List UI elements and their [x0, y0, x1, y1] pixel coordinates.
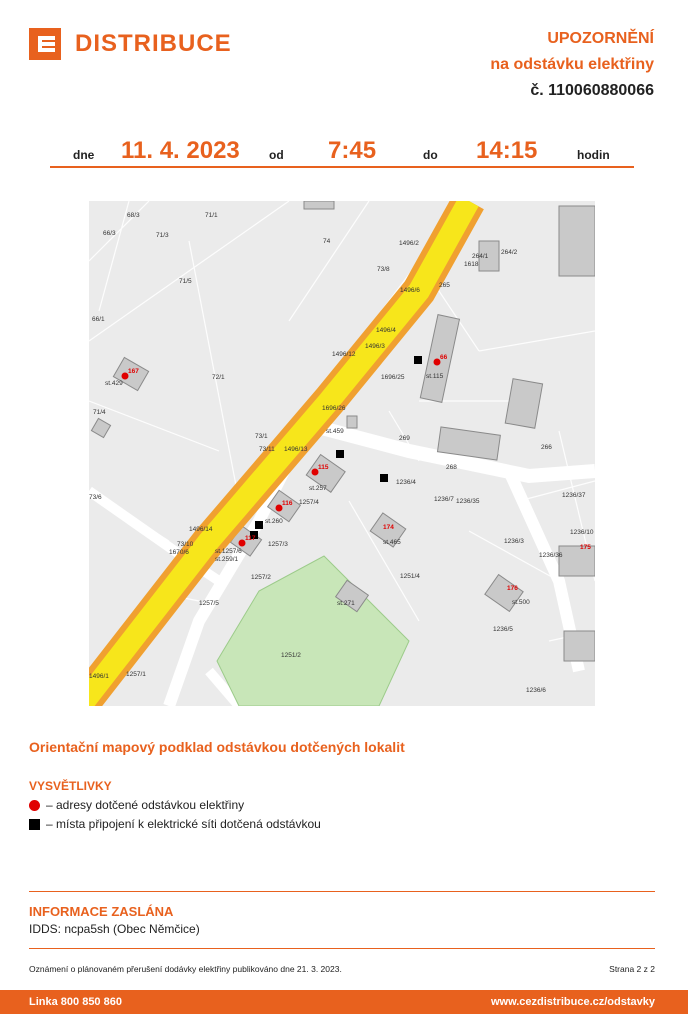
hotline[interactable]: Linka 800 850 860: [29, 996, 122, 1008]
outage-map[interactable]: [89, 201, 595, 706]
parcel-label: 1236/35: [456, 498, 480, 505]
cez-logo: [29, 28, 232, 60]
from-time: 7:45: [328, 137, 377, 164]
parcel-label: 73/1: [255, 433, 268, 440]
parcel-label: 269: [399, 435, 410, 442]
parcel-label: st.115: [426, 373, 444, 380]
parcel-label: 266: [541, 444, 552, 451]
address-marker-label: 115: [318, 464, 329, 471]
address-marker-label: 167: [128, 368, 139, 375]
hours-label: hodin: [577, 148, 610, 162]
parcel-label: st.500: [512, 599, 530, 606]
connection-point: [336, 450, 344, 458]
parcel-label: st.271: [337, 600, 355, 607]
parcel-label: 73/6: [89, 494, 102, 501]
red-dot-icon: [29, 800, 40, 811]
parcel-label: st.259/1: [215, 556, 239, 563]
legend-black: [29, 817, 321, 831]
parcel-label: 1251/2: [281, 652, 301, 659]
divider: [29, 891, 655, 892]
footer-bar: [0, 990, 688, 1014]
parcel-label: 74: [323, 238, 331, 245]
connection-point: [414, 356, 422, 364]
address-marker-label: 116: [282, 500, 293, 507]
parcel-label: 1496/6: [400, 287, 420, 294]
parcel-label: 1618: [464, 261, 479, 268]
parcel-label: 1257/3: [268, 541, 288, 548]
parcel-label: 71/3: [156, 232, 169, 239]
address-marker-label: 66: [440, 354, 448, 361]
notice-title: UPOZORNĚNÍ: [547, 30, 654, 47]
parcel-label: st.429: [105, 380, 123, 387]
outage-date: 11. 4. 2023: [121, 137, 240, 164]
parcel-label: 73/10: [177, 541, 194, 548]
parcel-label: 265: [439, 282, 450, 289]
parcel-label: 1496/14: [189, 526, 213, 533]
parcel-label: 1496/12: [332, 351, 356, 358]
parcel-label: st.257: [309, 485, 327, 492]
parcel-label: 1257/4: [299, 499, 319, 506]
parcel-label: 1257/5: [199, 600, 219, 607]
parcel-label: 264/1: [472, 253, 489, 260]
from-label: od: [269, 148, 284, 162]
day-label: dne: [73, 148, 95, 162]
notice-subtitle: na odstávku elektřiny: [490, 56, 654, 73]
parcel-label: 268: [446, 464, 457, 471]
parcel-label: 1496/13: [284, 446, 308, 453]
legend-black-text: – místa připojení k elektrické síti dotčená odstávkou: [46, 817, 321, 831]
info-title: INFORMACE ZASLÁNA: [29, 904, 174, 919]
black-square-icon: [29, 819, 40, 830]
parcel-label: 73/11: [259, 446, 275, 453]
parcel-label: 71/5: [179, 278, 192, 285]
parcel-label: st.465: [383, 539, 401, 546]
parcel-label: 66/1: [92, 316, 105, 323]
parcel-label: 1236/7: [434, 496, 454, 503]
parcel-label: st.459: [326, 428, 344, 435]
parcel-label: 1257/2: [251, 574, 271, 581]
legend-red: [29, 798, 244, 812]
parcel-label: 175: [580, 544, 591, 551]
parcel-label: st.260: [265, 518, 283, 525]
parcel-label: 1496/1: [89, 673, 109, 680]
parcel-label: 1236/4: [396, 479, 416, 486]
parcel-label: 1236/36: [539, 552, 563, 559]
parcel-label: 73/8: [377, 266, 390, 273]
parcel-label: 1251/4: [400, 573, 420, 580]
parcel-label: 1696/26: [322, 405, 346, 412]
outage-date-row: [50, 134, 634, 168]
connection-point: [255, 521, 263, 529]
parcel-label: 174: [383, 524, 394, 531]
parcel-label: 1696/25: [381, 374, 405, 381]
parcel-label: 1236/3: [504, 538, 524, 545]
map-caption: Orientační mapový podklad odstávkou dotčených lokalit: [29, 739, 405, 755]
info-text: IDDS: ncpa5sh (Obec Němčice): [29, 922, 200, 936]
parcel-label: 66/3: [103, 230, 116, 237]
parcel-label: 68/3: [127, 212, 140, 219]
parcel-label: 1236/6: [526, 687, 546, 694]
address-marker-label: 117: [245, 535, 256, 542]
parcel-label: 72/1: [212, 374, 225, 381]
notice-header: [490, 26, 654, 104]
to-time: 14:15: [476, 137, 538, 164]
legend-red-text: – adresy dotčené odstávkou elektřiny: [46, 798, 245, 812]
parcel-label: 1496/2: [399, 240, 419, 247]
divider: [29, 948, 655, 949]
parcel-label: 176: [507, 585, 518, 592]
to-label: do: [423, 148, 438, 162]
parcel-label: 71/1: [205, 212, 218, 219]
cez-logo-icon: [29, 28, 61, 60]
parcel-label: 264/2: [501, 249, 518, 256]
parcel-label: st.1257/6: [215, 548, 242, 555]
website-link[interactable]: www.cezdistribuce.cz/odstavky: [490, 996, 655, 1008]
notice-number: č. 110060880066: [530, 82, 654, 99]
parcel-label: 1496/3: [365, 343, 385, 350]
parcel-label: 71/4: [93, 409, 106, 416]
page-number: Strana 2 z 2: [609, 964, 655, 974]
brand-name: DISTRIBUCE: [75, 30, 232, 57]
parcel-label: 1236/10: [570, 529, 594, 536]
map-canvas: [89, 201, 595, 706]
parcel-label: 1236/5: [493, 626, 513, 633]
connection-point: [380, 474, 388, 482]
parcel-label: 1670/6: [169, 549, 189, 556]
parcel-label: 1236/37: [562, 492, 586, 499]
legend-title: VYSVĚTLIVKY: [29, 779, 112, 793]
parcel-label: 1257/1: [126, 671, 146, 678]
parcel-label: 1496/4: [376, 327, 396, 334]
publication-note: Oznámení o plánovaném přerušení dodávky elektřiny publikováno dne 21. 3. 2023.: [29, 964, 342, 974]
